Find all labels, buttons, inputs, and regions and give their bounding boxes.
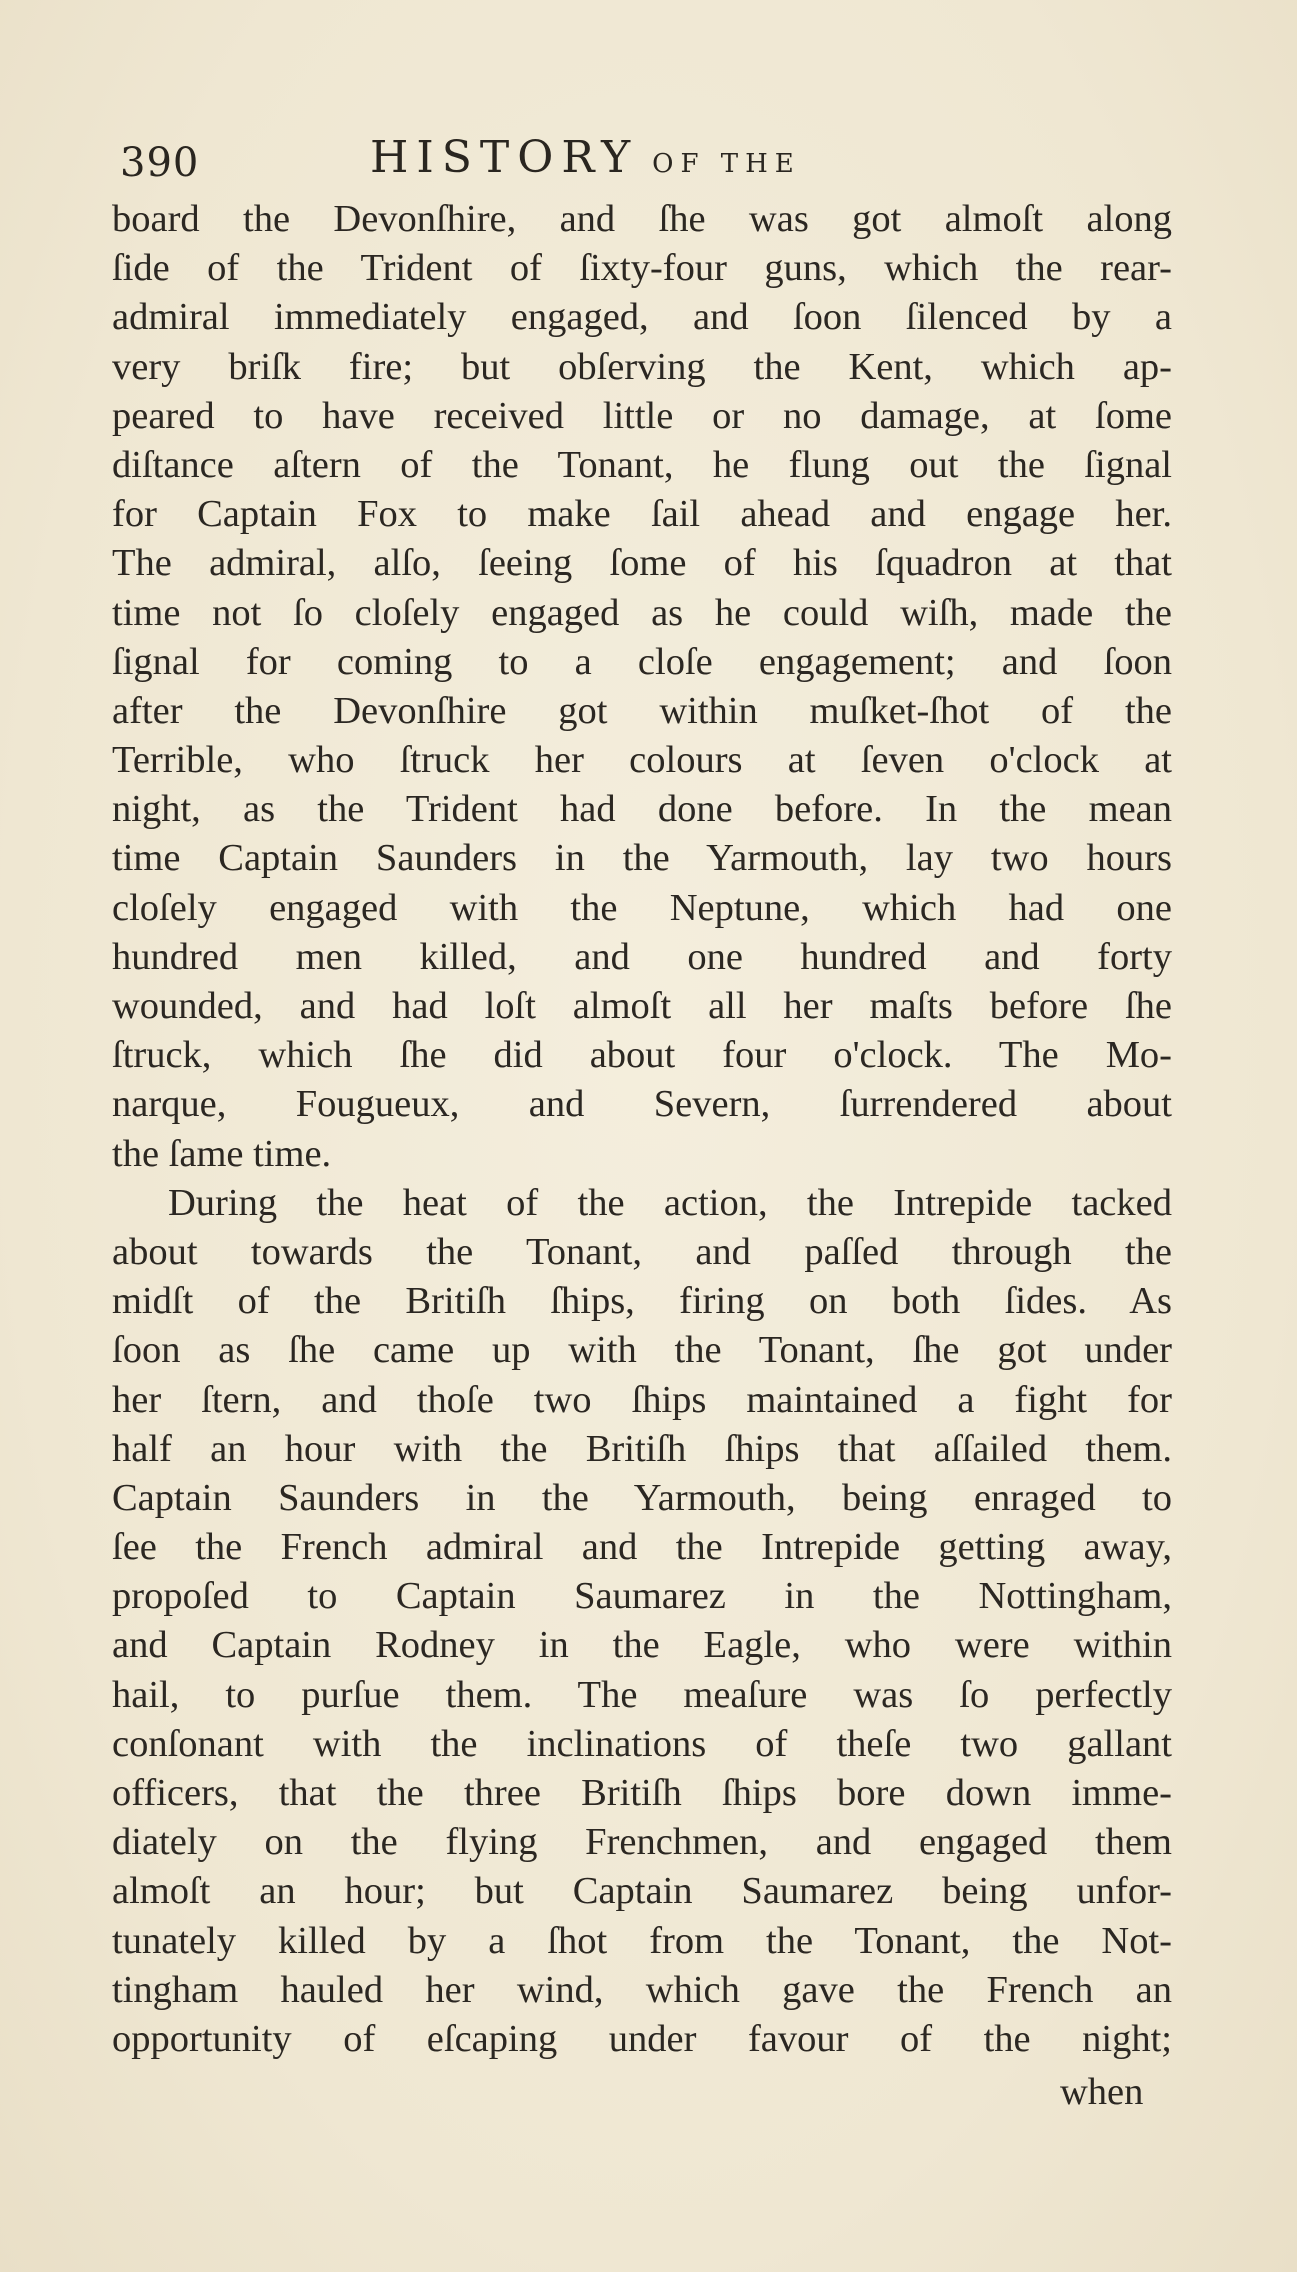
text-line: During the heat of the action, the Intrepide tacked <box>168 1181 1172 1224</box>
text-line: after the Devonſhire got within muſket-ſhot of the <box>112 689 1172 732</box>
text-line: tingham hauled her wind, which gave the French an <box>112 1968 1172 2011</box>
text-line: board the Devonſhire, and ſhe was got almoſt along <box>112 198 1172 240</box>
text-line: hundred men killed, and one hundred and forty <box>112 935 1172 978</box>
text-line: cloſely engaged with the Neptune, which had one <box>112 886 1172 929</box>
text-line: midſt of the Britiſh ſhips, firing on both ſides. As <box>112 1280 1172 1323</box>
text-line: wounded, and had loſt almoſt all her maſts before ſhe <box>112 985 1172 1027</box>
running-head-suffix: OF THE <box>652 149 801 179</box>
body-text <box>112 195 1172 2064</box>
text-line: Captain Saunders in the Yarmouth, being enraged to <box>112 1476 1172 1519</box>
text-line: about towards the Tonant, and paſſed through the <box>112 1230 1172 1273</box>
catchword: when <box>1060 2071 1144 2113</box>
text-line: peared to have received little or no damage, at ſome <box>112 394 1172 437</box>
text-line: officers, that the three Britiſh ſhips bore down imme- <box>112 1772 1172 1814</box>
text-line: hail, to purſue them. The meaſure was ſo perfectly <box>112 1673 1172 1716</box>
text-line: Terrible, who ſtruck her colours at ſeven o'clock at <box>112 739 1172 782</box>
text-line: night, as the Trident had done before. In the mean <box>112 788 1172 831</box>
text-line: diately on the flying Frenchmen, and engaged them <box>112 1821 1172 1864</box>
text-line: time Captain Saunders in the Yarmouth, lay two hours <box>112 837 1172 880</box>
text-line: almoſt an hour; but Captain Saumarez being unfor- <box>112 1870 1172 1913</box>
text-line: ſignal for coming to a cloſe engagement; and ſoon <box>112 640 1172 683</box>
text-line: opportunity of eſcaping under favour of the night; <box>112 2017 1172 2060</box>
text-line: ſoon as ſhe came up with the Tonant, ſhe got under <box>112 1329 1172 1372</box>
text-line: admiral immediately engaged, and ſoon ſilenced by a <box>112 296 1172 339</box>
text-line: time not ſo cloſely engaged as he could wiſh, made the <box>112 591 1172 634</box>
text-line: for Captain Fox to make ſail ahead and engage her. <box>112 493 1172 536</box>
text-line: half an hour with the Britiſh ſhips that aſſailed them. <box>112 1427 1172 1470</box>
text-line: the ſame time. <box>112 1132 332 1175</box>
text-line: very briſk fire; but obſerving the Kent, which ap- <box>112 345 1172 388</box>
text-line: ſee the French admiral and the Intrepide getting away, <box>112 1526 1172 1569</box>
page-number: 390 <box>120 140 200 186</box>
text-line: narque, Fougueux, and Severn, ſurrendered about <box>112 1083 1172 1126</box>
text-line: conſonant with the inclinations of theſe two gallant <box>112 1722 1172 1765</box>
running-head-title: HISTORY <box>370 132 639 183</box>
running-head <box>370 132 801 183</box>
text-line: tunately killed by a ſhot from the Tonant, the Not- <box>112 1919 1172 1962</box>
text-line: ſide of the Trident of ſixty-four guns, which the rear- <box>112 247 1172 290</box>
text-line: and Captain Rodney in the Eagle, who were within <box>112 1624 1172 1667</box>
text-line: propoſed to Captain Saumarez in the Nottingham, <box>112 1575 1172 1618</box>
text-line: The admiral, alſo, ſeeing ſome of his ſquadron at that <box>112 542 1172 585</box>
page-header <box>120 132 1180 192</box>
text-line: ſtruck, which ſhe did about four o'clock. The Mo- <box>112 1034 1172 1077</box>
text-line: her ſtern, and thoſe two ſhips maintained a fight for <box>112 1378 1172 1421</box>
text-line: diſtance aſtern of the Tonant, he flung out the ſignal <box>112 443 1172 486</box>
